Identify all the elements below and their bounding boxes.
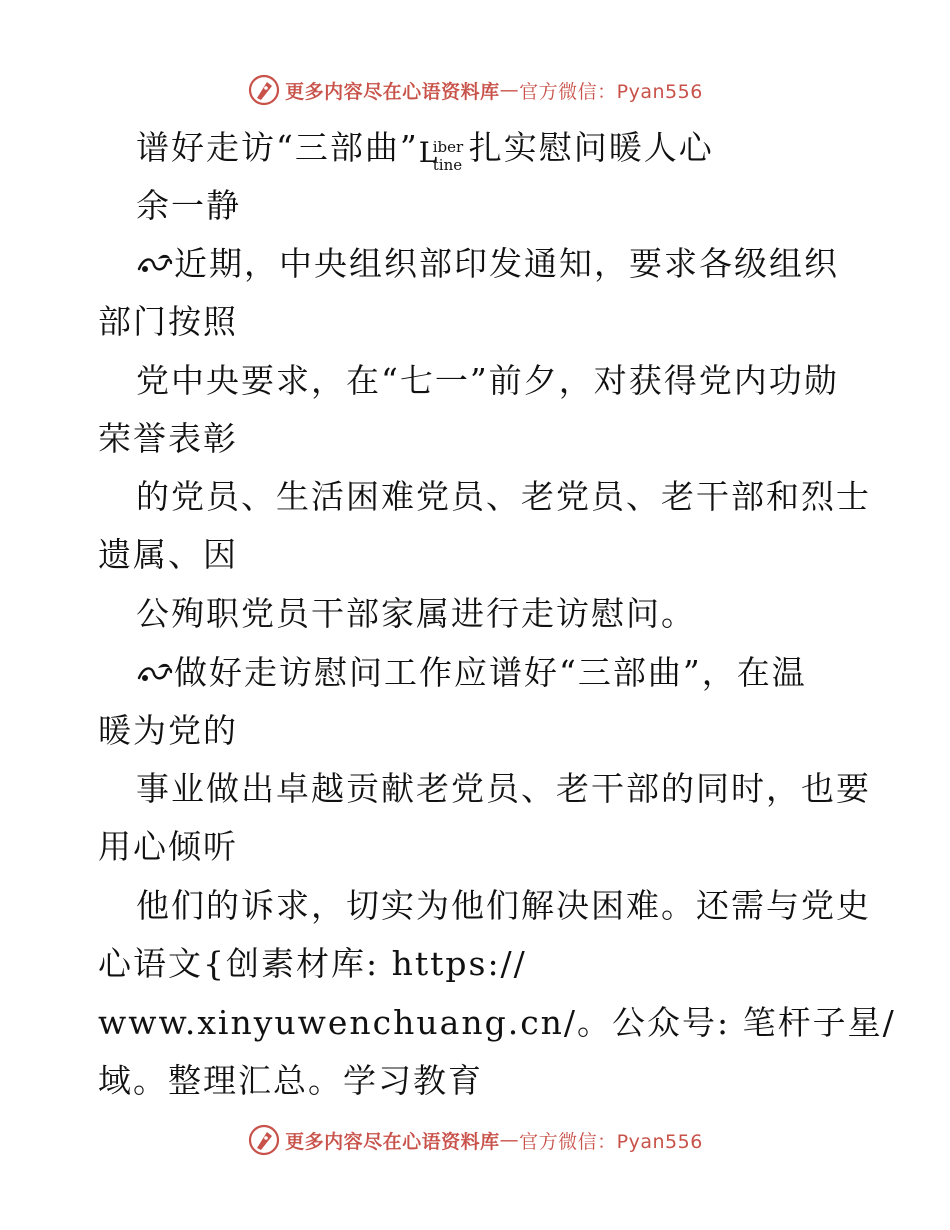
liber-big-letter: L	[418, 136, 440, 169]
paragraph-line: 部门按照	[98, 302, 238, 341]
pen-nib-logo-icon	[247, 1123, 281, 1157]
title-part-2: 扎实慰问暖人心	[468, 128, 714, 167]
liber-glyph	[418, 129, 469, 174]
paragraph-line: 遗属、因	[98, 535, 238, 574]
paragraph-line: 他们的诉求，切实为他们解决困难。还需与党史	[136, 886, 871, 925]
article-title	[136, 128, 714, 174]
liber-superscript: iber	[432, 138, 464, 156]
paragraph-line	[136, 653, 807, 693]
paragraph-line: 党中央要求，在“七一”前夕，对获得党内功勋	[136, 361, 839, 400]
pen-nib-logo-icon	[247, 73, 281, 107]
paragraph-line: 域。整理汇总。学习教育	[98, 1061, 483, 1100]
paragraph-text: 近期，中央组织部印发通知，要求各级组织	[174, 244, 839, 283]
fleuron-ornament-icon	[136, 249, 174, 279]
paragraph-line: 公殉职党员干部家属进行走访慰问。	[136, 594, 696, 633]
paragraph-text: 做好走访慰问工作应谱好“三部曲”，在温	[174, 653, 807, 692]
title-part-1: 谱好走访“三部曲”	[136, 128, 419, 167]
paragraph-line: 的党员、生活困难党员、老党员、老干部和烈士	[136, 477, 871, 516]
paragraph-line: www.xinyuwenchuang.cn/。公众号: 笔杆子星/	[98, 1003, 896, 1042]
banner-wechat-text: 官方微信：Pyan556	[519, 1130, 703, 1153]
fleuron-ornament-icon	[136, 658, 174, 688]
banner-dash: —	[499, 79, 520, 101]
paragraph-line: 暖为党的	[98, 711, 238, 750]
liber-subscript: tine	[432, 156, 463, 174]
paragraph-line: 心语文{创素材库: https://	[98, 944, 527, 983]
paragraph-line: 用心倾听	[98, 827, 238, 866]
banner-brand-text: 更多内容尽在心语资料库	[285, 80, 500, 103]
paragraph-line	[136, 244, 839, 284]
footer-banner	[0, 1120, 950, 1160]
banner-brand-text: 更多内容尽在心语资料库	[285, 1130, 500, 1153]
banner-wechat-text: 官方微信：Pyan556	[519, 80, 703, 103]
article-author: 余一静	[136, 186, 241, 225]
paragraph-line: 荣誉表彰	[98, 419, 238, 458]
paragraph-line: 事业做出卓越贡献老党员、老干部的同时，也要	[136, 769, 871, 808]
banner-dash: —	[499, 1129, 520, 1151]
header-banner	[0, 70, 950, 110]
